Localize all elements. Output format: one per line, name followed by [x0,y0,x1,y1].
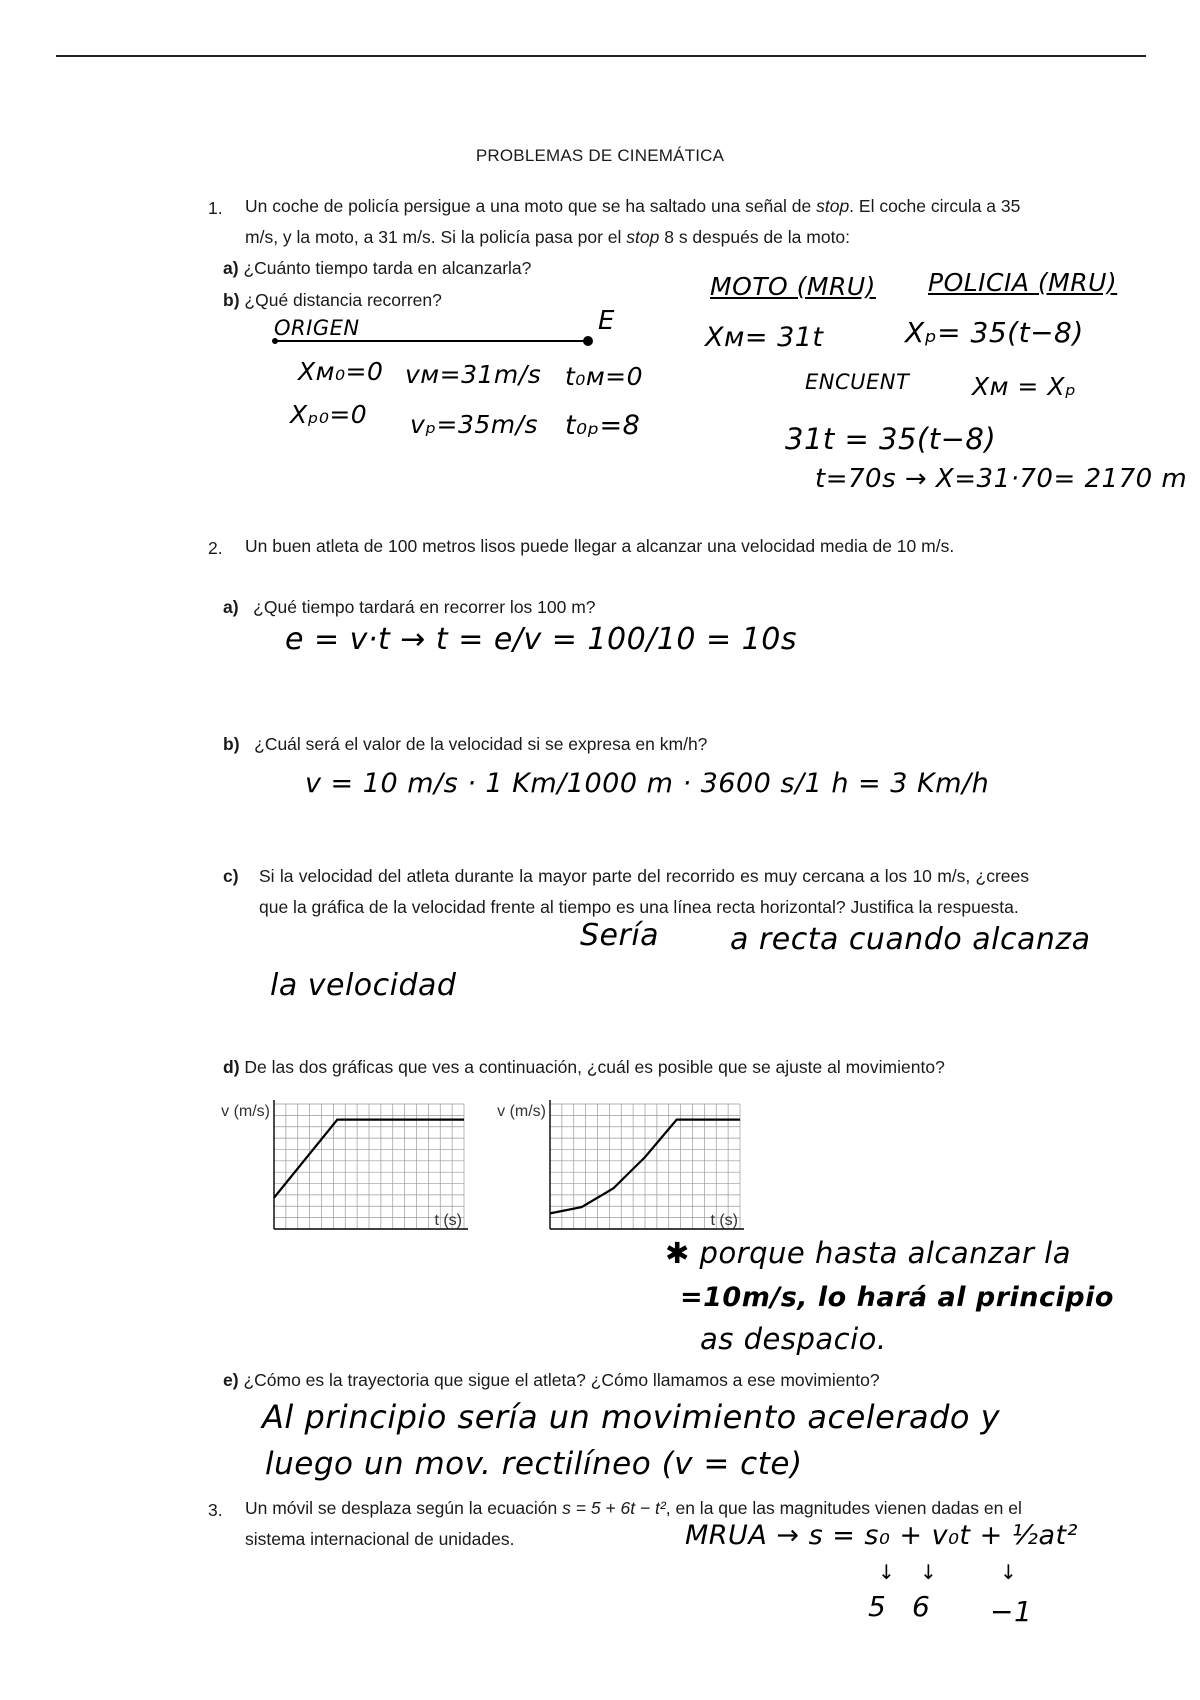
hw-2d-3: as despacio. [700,1322,887,1356]
hw-2e-2: luego un mov. rectilíneo (v = cte) [265,1446,803,1482]
problem-2c-text: Si la velocidad del atleta durante la mayor parte del recorrido es muy cercana a los 10 m/s, ¿crees que la gráfica de la velocidad frente al tiempo es una línea recta horizontal? Justifica la respuesta. [259,866,1029,917]
hw-2e-1: Al principio sería un movimiento acelerado y [262,1398,1001,1436]
hw-origen: ORIGEN [274,316,360,340]
problem-1a: a) ¿Cuánto tiempo tarda en alcanzarla? [223,258,532,278]
hw-encuent: ENCUENT [805,370,910,394]
problem-2-statement: Un buen atleta de 100 metros lisos puede llegar a alcanzar una velocidad media de 10 m/s. [245,536,955,556]
problem-2d: d) De las dos gráficas que ves a continuación, ¿cuál es posible que se ajuste al movimiento? [223,1057,945,1077]
problem-2c-label: c) [223,866,239,886]
hw-3-a: −1 [990,1595,1033,1628]
hw-2c-1: Sería [580,918,660,953]
hw-policia: POLICIA (MRU) [928,268,1118,297]
page-title: PROBLEMAS DE CINEMÁTICA [475,146,725,165]
hw-xm-eq: Xᴍ= 31t [705,322,824,353]
x-axis-label: t (s) [434,1212,462,1229]
hw-2c-3: la velocidad [270,968,457,1003]
hw-3-arrow-1: ↓ [878,1560,896,1584]
hw-2c-2: a recta cuando alcanza [730,922,1091,957]
problem-1-statement: Un coche de policía persigue a una moto que se ha saltado una señal de stop. El coche circula a 35 m/s, y la moto, a 31 m/s. Si la policía pasa por el stop 8 s después de la moto: [245,196,1021,247]
hw-3-mrua: MRUA → s = s₀ + v₀t + ½at² [685,1520,1078,1551]
chart-grid [274,1104,464,1229]
hw-e-point: E [598,306,615,336]
hw-3-arrow-3: ↓ [1000,1560,1018,1584]
hw-encounter-eq: 31t = 35(t−8) [785,422,997,456]
y-axis-label: v (m/s) [497,1103,546,1120]
problem-2e: e) ¿Cómo es la trayectoria que sigue el atleta? ¿Cómo llamamos a ese movimiento? [223,1370,880,1390]
y-axis-label: v (m/s) [221,1103,270,1120]
hw-tom: t₀ᴍ=0 [565,362,644,391]
hw-3-arrow-2: ↓ [920,1560,938,1584]
hw-2d-2: =10m/s, lo hará al principio [680,1282,1114,1313]
problem-3-statement: Un móvil se desplaza según la ecuación s = 5 + 6t − t², en la que las magnitudes vienen dadas en el sistema internacional de unidades. [245,1498,1022,1549]
chart-left [222,1092,512,1242]
problem-1b: b) ¿Qué distancia recorren? [223,290,442,310]
top-rule [56,55,1146,57]
problem-2-number: 2. [208,538,223,558]
hw-xm-xp: Xᴍ = Xₚ [972,372,1077,401]
chart-right [497,1092,808,1242]
hw-vm: vᴍ=31m/s [405,360,542,389]
problem-3-number: 3. [208,1500,223,1520]
hw-xmo: Xᴍ₀=0 [298,357,384,386]
problem-2b: b) ¿Cuál será el valor de la velocidad si se expresa en km/h? [223,734,708,754]
hw-3-s0: 5 [868,1590,887,1623]
chart-grid [550,1104,740,1229]
hw-3-v0: 6 [912,1590,931,1623]
hw-moto: MOTO (MRU) [710,272,876,301]
hw-result: t=70s → X=31·70= 2170 m [815,464,1188,494]
hw-2a-answer: e = v·t → t = e/v = 100/10 = 10s [285,622,797,657]
hw-top: t₀ₚ=8 [565,410,641,441]
problem-1-number: 1. [208,198,223,218]
hw-2b-answer: v = 10 m/s · 1 Km/1000 m · 3600 s/1 h = 3 Km/h [305,768,990,799]
hw-xpo: Xₚ₀=0 [290,400,368,429]
hw-2d-1: ✱ porque hasta alcanzar la [665,1236,1071,1270]
hw-vp: vₚ=35m/s [410,410,539,439]
x-axis-label: t (s) [710,1212,738,1229]
problem-2a: a) ¿Qué tiempo tardará en recorrer los 100 m? [223,597,596,617]
hw-xp-eq: Xₚ= 35(t−8) [905,316,1084,349]
